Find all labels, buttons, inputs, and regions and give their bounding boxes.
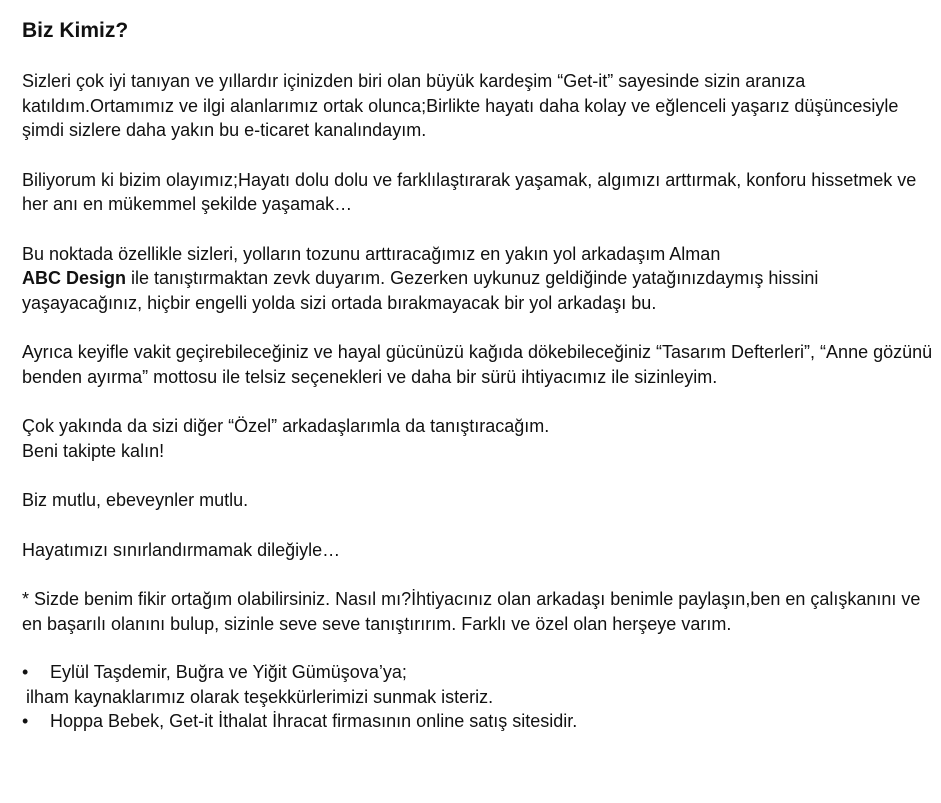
acknowledgement-list xyxy=(22,660,937,734)
thanks-text: ilham kaynaklarımız olarak teşekkürlerimizi sunmak isteriz. xyxy=(26,686,494,707)
bullet-icon: • xyxy=(22,662,29,682)
announcement-paragraph xyxy=(22,414,937,463)
wish-line: Hayatımızı sınırlandırmamak dileğiyle… xyxy=(22,539,341,560)
brand-paragraph xyxy=(22,242,937,316)
brand-name: ABC Design xyxy=(22,268,127,288)
lifestyle-paragraph: Biliyorum ki bizim olayımız;Hayatı dolu dolu ve farklılaştırarak yaşamak, algımızı arttırmak, konforu hissetmek ve her anı en mükemmel şekilde yaşamak… xyxy=(22,169,917,214)
about-page xyxy=(22,17,937,734)
company-note: Hoppa Bebek, Get-it İthalat İhracat firmasının online satış sitesidir. xyxy=(50,711,578,731)
thanks-names: Eylül Taşdemir, Buğra ve Yiğit Gümüşova’ya; xyxy=(50,662,407,682)
bullet-icon: • xyxy=(22,711,29,731)
idea-partner-paragraph: * Sizde benim fikir ortağım olabilirsiniz. Nasıl mı?İhtiyacınız olan arkadaşı benimle paylaşın,ben en çalışkanını ve en başarılı olanını bulup, sizinle seve seve tanıştırırım. Farklı ve özel olan herşeye varım. xyxy=(22,589,921,634)
page-title: Biz Kimiz? xyxy=(22,19,129,42)
brand-paragraph-rest: ile tanıştırmaktan zevk duyarım. Gezerken uykunuz geldiğinde yatağınızdaymış hissini yaşayacağınız, hiçbir engelli yolda sizi ortada bırakmayacak bir yol arkadaşı bu. xyxy=(22,268,819,313)
list-item-continuation xyxy=(22,685,937,710)
list-item xyxy=(22,660,937,685)
products-paragraph: Ayrıca keyifle vakit geçirebileceğiniz ve hayal gücünüzü kağıda dökebileceğiniz “Tasarım Defterleri”, “Anne gözünü benden ayırma” mottosu ile telsiz seçenekleri ve daha bir sürü ihtiyacımız ile sizinleyim. xyxy=(22,342,933,387)
intro-paragraph: Sizleri çok iyi tanıyan ve yıllardır içinizden biri olan büyük kardeşim “Get-it” sayesinde sizin aranıza katıldım.Ortamımız ve ilgi alanlarımız ortak olunca;Birlikte hayatı daha kolay ve eğlenceli yaşarız düşüncesiyle şimdi sizlere daha yakın bu e-ticaret kanalındayım. xyxy=(22,71,899,140)
follow-line: Beni takipte kalın! xyxy=(22,440,165,461)
announcement-line: Çok yakında da sizi diğer “Özel” arkadaşlarımla da tanıştıracağım. xyxy=(22,416,550,436)
list-item xyxy=(22,709,937,734)
brand-paragraph-intro: Bu noktada özellikle sizleri, yolların tozunu arttıracağımız en yakın yol arkadaşım Alman xyxy=(22,243,721,264)
happy-parents-line: Biz mutlu, ebeveynler mutlu. xyxy=(22,490,249,510)
